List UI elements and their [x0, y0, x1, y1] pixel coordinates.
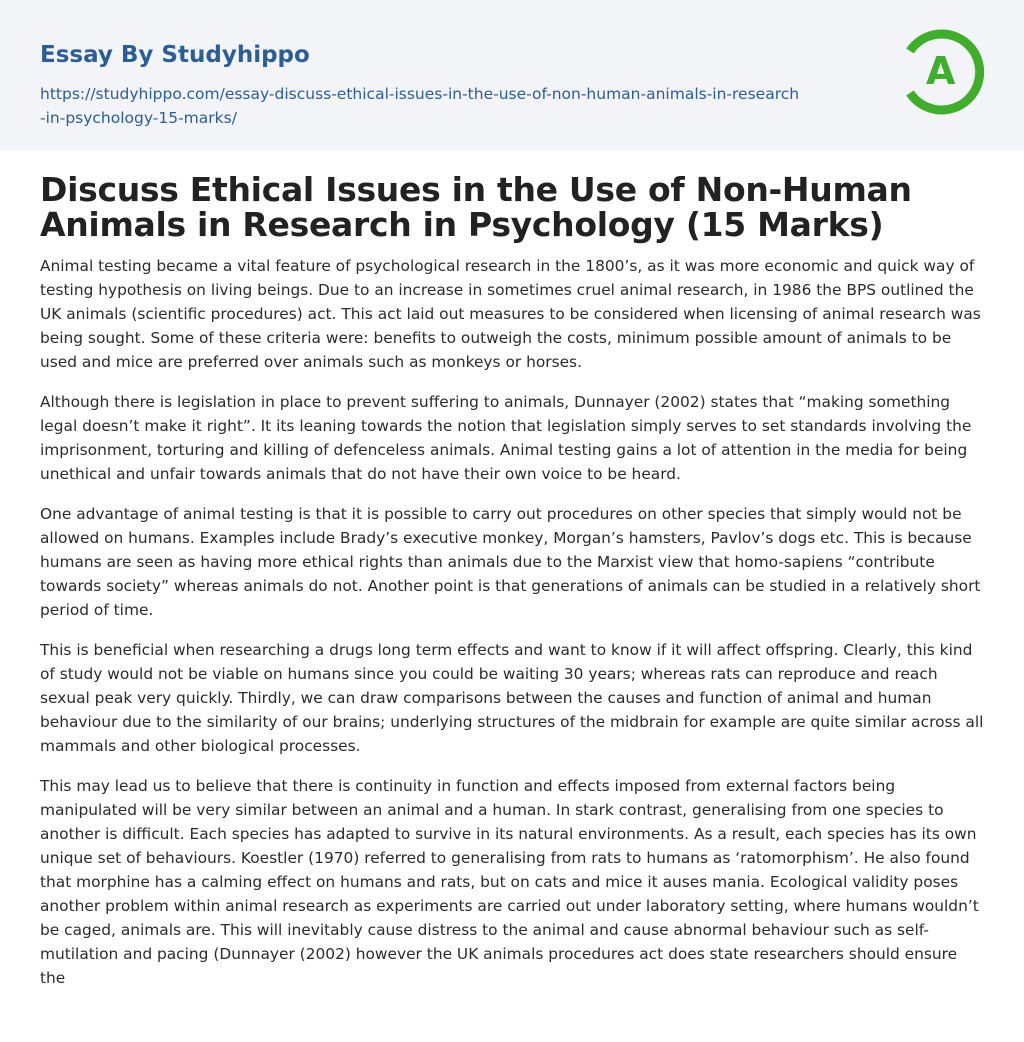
- site-header: [0, 0, 1024, 150]
- article-paragraph-1: Animal testing became a vital feature of psychological research in the 1800’s, as it was more economic and quick way of testing hypothesis on living beings. Due to an increase in sometimes cruel animal research, in 1986 the BPS outlined the UK animals (scientific procedures) act. This act laid out measures to be considered when licensing of animal research was being sought. Some of these criteria were: benefits to outweigh the costs, minimum possible amount of animals to be used and mice are preferred over animals such as monkeys or horses.: [40, 257, 981, 371]
- brand-name[interactable]: Essay By Studyhippo: [40, 42, 310, 68]
- logo-letter: A: [926, 49, 956, 93]
- article-paragraph-5: This may lead us to believe that there is continuity in function and effects imposed from external factors being manipulated will be very similar between an animal and a human. In stark contrast, generalising from one species to another is difficult. Each species has adapted to survive in its natural environments. As a result, each species has its own unique set of behaviours. Koestler (1970) referred to generalising from rats to humans as ‘ratomorphism’. He also found that morphine has a calming effect on humans and rats, but on cats and mice it auses mania. Ecological validity poses another problem within animal research as experiments are carried out under laboratory setting, where humans wouldn’t be caged, animals are. This will inevitably cause distress to the animal and cause abnormal behaviour such as self-mutilation and pacing (Dunnayer (2002) however the UK animals procedures act does state researchers should ensure the: [40, 777, 979, 987]
- article-paragraph-2: Although there is legislation in place to prevent suffering to animals, Dunnayer (2002) states that “making something legal doesn’t make it right”. It its leaning towards the notion that legislation simply serves to set standards involving the imprisonment, torturing and killing of defenceless animals. Animal testing gains a lot of attention in the media for being unethical and unfair towards animals that do not have their own voice to be heard.: [40, 393, 972, 483]
- article-title: Discuss Ethical Issues in the Use of Non-Human Animals in Research in Psychology (15 Marks): [40, 170, 912, 244]
- studyhippo-logo-icon[interactable]: [900, 29, 986, 115]
- article-paragraph-3: One advantage of animal testing is that it is possible to carry out procedures on other species that simply would not be allowed on humans. Examples include Brady’s executive monkey, Morgan’s hamsters, Pavlov’s dogs etc. This is because humans are seen as having more ethical rights than animals due to the Marxist view that homo-sapiens “contribute towards society” whereas animals do not. Another point is that generations of animals can be studied in a relatively short period of time.: [40, 505, 981, 619]
- source-url-link[interactable]: https://studyhippo.com/essay-discuss-ethical-issues-in-the-use-of-non-human-animals-in-research-in-psychology-15-marks/: [40, 85, 800, 127]
- article-content: [0, 172, 1024, 990]
- article-paragraph-4: This is beneficial when researching a drugs long term effects and want to know if it will affect offspring. Clearly, this kind of study would not be viable on humans since you could be waiting 30 years; whereas rats can reproduce and reach sexual peak very quickly. Thirdly, we can draw comparisons between the causes and function of animal and human behaviour due to the similarity of our brains; underlying structures of the midbrain for example are quite similar across all mammals and other biological processes.: [40, 641, 984, 755]
